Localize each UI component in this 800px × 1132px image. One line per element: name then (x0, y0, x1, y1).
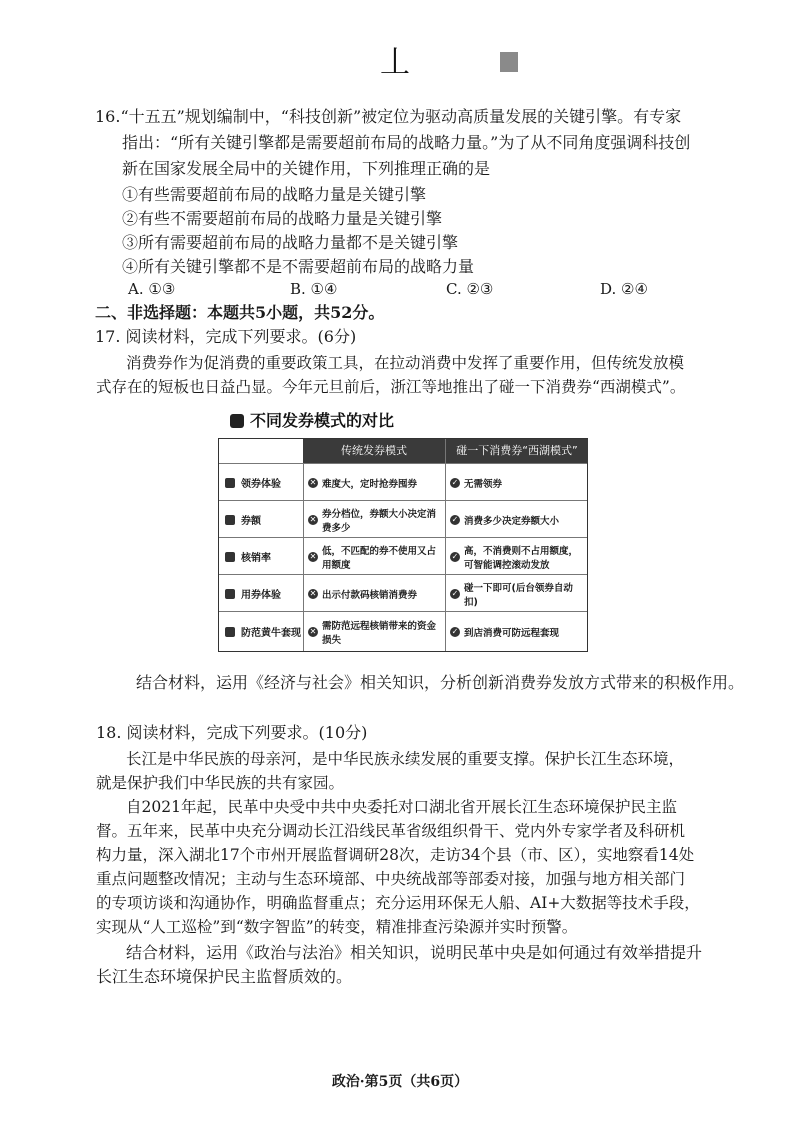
q17-question: 结合材料，运用《经济与社会》相关知识，分析创新消费券发放方式带来的积极作用。 (136, 673, 745, 692)
traditional-cell: ✕ 低，不匹配的券不使用又占用额度 (303, 538, 445, 575)
west-lake-cell: ✓ 消费多少决定券额大小 (445, 501, 587, 538)
q18-para1-line-1: 长江是中华民族的母亲河，是中华民族永续发展的重要支撑。保护长江生态环境， (126, 750, 685, 768)
table-header-traditional: 传统发券模式 (303, 439, 445, 463)
traditional-cell: ✕ 券分档位，券额大小决定消费多少 (303, 501, 445, 538)
coupon-icon (225, 478, 235, 488)
q16-line-3: 新在国家发展全局中的关键作用，下列推理正确的是 (122, 159, 491, 178)
q18-para2-line-6: 实现从“人工巡检”到“数字智监”的转变，精准排查污染源并实时预警。 (96, 918, 578, 936)
row-label: 领券体验 (219, 464, 303, 501)
q16-option-c: C. ②③ (446, 280, 494, 298)
check-icon: ✓ (451, 588, 459, 598)
page-top-mark: 丄 (380, 45, 410, 80)
table-row (219, 537, 587, 575)
west-lake-cell: ✓ 无需领券 (445, 464, 587, 501)
table-title-text: 不同发券模式的对比 (250, 411, 395, 430)
shield-icon (225, 627, 235, 637)
traditional-cell: ✕ 出示付款码核销消费券 (303, 575, 445, 612)
q18-para2-line-4: 重点问题整改情况；主动与生态环境部、中央统战部等部委对接，加强与地方相关部门 (96, 870, 686, 888)
cross-icon: ✕ (309, 551, 317, 561)
page-footer: 政治·第5页（共6页） (331, 1074, 469, 1090)
cross-icon: ✕ (309, 477, 317, 487)
q16-statement-4: ④所有关键引擎都不是不需要超前布局的战略力量 (122, 257, 475, 276)
q17-para-line-2: 式存在的短板也日益凸显。今年元旦前后，浙江等地推出了碰一下消费券“西湖模式”。 (96, 378, 686, 396)
wallet-icon (225, 515, 235, 525)
q16-option-b: B. ①④ (290, 280, 338, 298)
bag-icon (230, 414, 244, 428)
q18-para1-line-2: 就是保护我们中华民族的共有家园。 (96, 774, 345, 792)
q18-para2-line-2: 督。五年来，民革中央充分调动长江沿线民革省级组织骨干、党内外专家学者及科研机 (96, 822, 686, 840)
q16-statement-2: ②有些不需要超前布局的战略力量是关键引擎 (122, 209, 443, 228)
q16-option-a: A. ①③ (128, 280, 176, 298)
check-icon: ✓ (451, 514, 459, 524)
row-label: 核销率 (219, 538, 303, 575)
west-lake-cell: ✓ 到店消费可防远程套现 (445, 612, 587, 651)
q16-statement-3: ③所有需要超前布局的战略力量都不是关键引擎 (122, 233, 459, 252)
cross-icon: ✕ (309, 626, 317, 636)
row-label: 防范黄牛套现 (219, 612, 303, 651)
west-lake-cell: ✓ 碰一下即可(后台领券自动扣) (445, 575, 587, 612)
row-label: 用券体验 (219, 575, 303, 612)
traditional-cell: ✕ 需防范远程核销带来的资金损失 (303, 612, 445, 651)
table-row (219, 611, 587, 651)
q16-option-d: D. ②④ (600, 280, 648, 298)
table-row (219, 574, 587, 612)
section-2-heading: 二、非选择题：本题共5小题，共52分。 (95, 303, 385, 322)
q16-statement-1: ①有些需要超前布局的战略力量是关键引擎 (122, 185, 427, 204)
chart-icon (225, 552, 235, 562)
check-icon: ✓ (451, 551, 459, 561)
check-icon: ✓ (451, 626, 459, 636)
q16-line-2: 指出：“所有关键引擎都是需要超前布局的战略力量。”为了从不同角度强调科技创 (122, 133, 691, 152)
q16-line-1: 16.“十五五”规划编制中，“科技创新”被定位为驱动高质量发展的关键引擎。有专家 (95, 107, 682, 126)
q17-para-line-1: 消费券作为促消费的重要政策工具，在拉动消费中发挥了重要作用，但传统发放模 (126, 354, 685, 372)
q18-para2-line-3: 构力量，深入湖北17个市州开展监督调研28次，走访34个县（市、区），实地察看14处 (96, 846, 695, 864)
q18-question-line-1: 结合材料，运用《政治与法治》相关知识，说明民革中央是如何通过有效举措提升 (126, 943, 703, 962)
q18-para2-line-1: 自2021年起，民革中央受中共中央委托对口湖北省开展长江生态环境保护民主监 (126, 798, 677, 816)
black-square-mark (500, 52, 518, 72)
table-title (230, 410, 394, 432)
check-icon: ✓ (451, 477, 459, 487)
cross-icon: ✕ (309, 514, 317, 524)
q18-para2-line-5: 的专项访谈和沟通协作，明确监督重点；充分运用环保无人船、AI+大数据等技术手段， (96, 894, 700, 912)
q18-heading: 18. 阅读材料，完成下列要求。(10分) (96, 723, 368, 742)
q17-heading: 17. 阅读材料，完成下列要求。(6分) (95, 327, 357, 346)
west-lake-cell: ✓ 高，不消费则不占用额度，可智能调控滚动发放 (445, 538, 587, 575)
cross-icon: ✕ (309, 588, 317, 598)
row-label: 券额 (219, 501, 303, 538)
phone-icon (225, 589, 235, 599)
q18-question-line-2: 长江生态环境保护民主监督质效的。 (96, 967, 353, 986)
traditional-cell: ✕ 难度大，定时抢券囤券 (303, 464, 445, 501)
table-header-west-lake: 碰一下消费券“西湖模式” (445, 439, 588, 463)
coupon-comparison-table (218, 438, 588, 652)
table-row (219, 463, 587, 501)
table-row (219, 500, 587, 538)
